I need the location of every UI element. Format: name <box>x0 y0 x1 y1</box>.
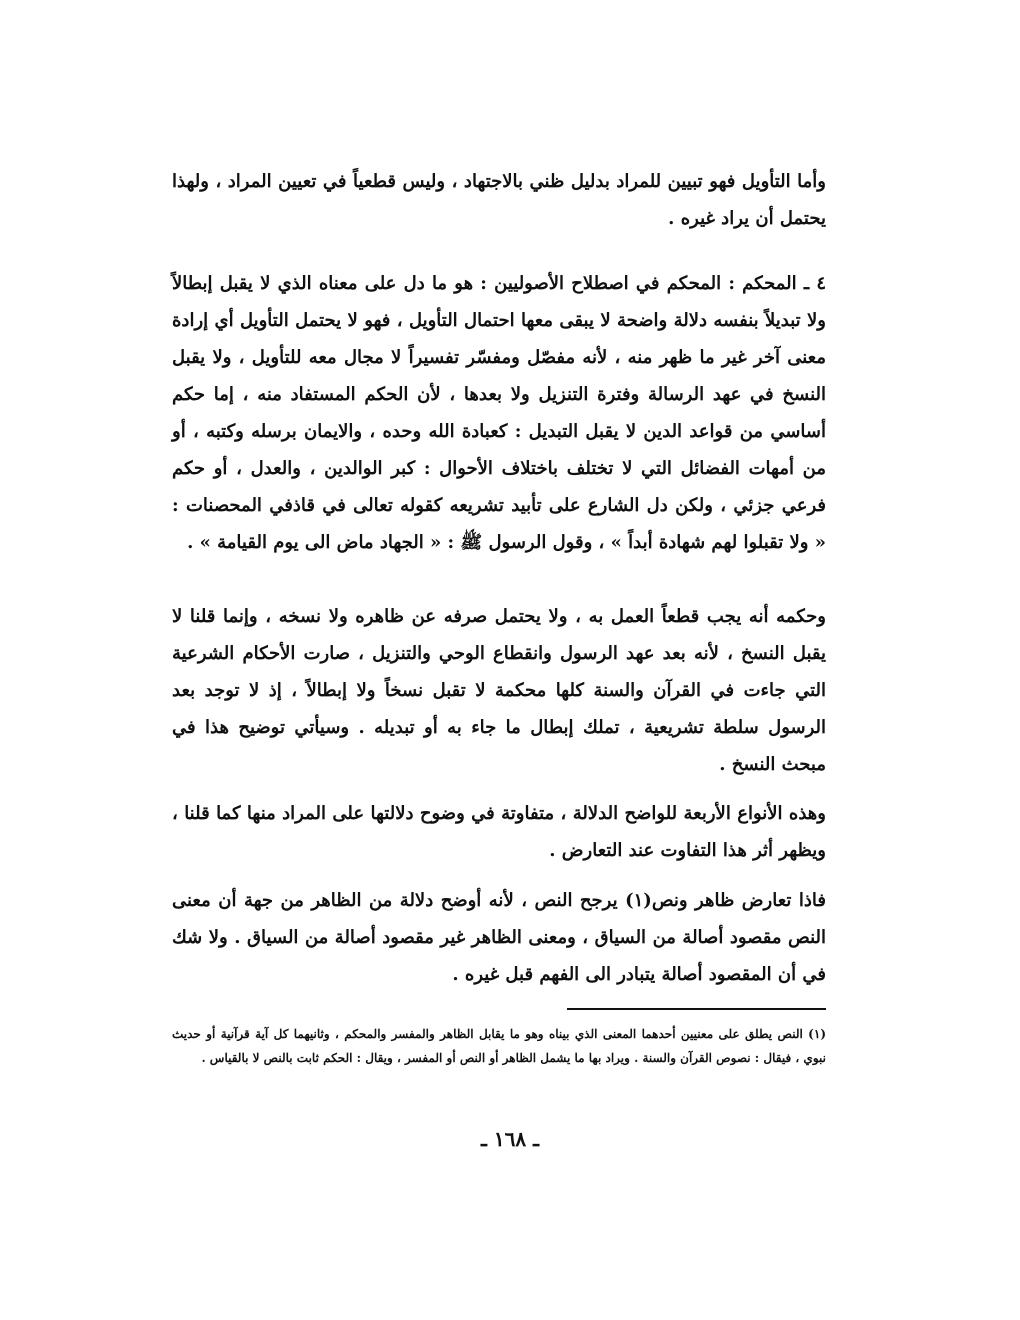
paragraph-muhkam-definition: ٤ ـ المحكم : المحكم في اصطلاح الأصوليين : هو ما دل على معناه الذي لا يقبل إبطالاً ولا تبديلاً بنفسه دلالة واضحة لا يبقى معها احتمال التأويل ، فهو لا يحتمل التأويل أي إرادة معنى آخر غير ما ظهر منه ، لأنه مفصّل ومفسّر تفسيراً لا مجال معه للتأويل ، ولا يقبل النسخ في عهد الرسالة وفترة التنزيل ولا بعدها ، لأن الحكم المستفاد منه ، إما حكم أساسي من قواعد الدين لا يقبل التبديل : كعبادة الله وحده ، والايمان برسله وكتبه ، أو من أمهات الفضائل التي لا تختلف باختلاف الأحوال : كبر الوالدين ، والعدل ، أو حكم فرعي جزئي ، ولكن دل الشارع على تأبيد تشريعه كقوله تعالى في قاذفي المحصنات : « ولا تقبلوا لهم شهادة أبداً » ، وقول الرسول ﷺ : « الجهاد ماض الى يوم القيامة » . <box>172 273 826 553</box>
footnote: (١) النص يطلق على معنيين أحدهما المعنى الذي بيناه وهو ما يقابل الظاهر والمفسر والمحكم ، وثانيهما كل آية قرآنية أو حديث نبوي ، فيقال : نصوص القرآن والسنة . ويراد بها ما يشمل الظاهر أو النص أو المفسر ، ويقال : الحكم ثابت بالنص لا بالقياس . <box>172 1027 826 1065</box>
paragraph-muhkam-ruling: وحكمه أنه يجب قطعاً العمل به ، ولا يحتمل صرفه عن ظاهره ولا نسخه ، وإنما قلنا لا يقبل النسخ ، لأنه بعد عهد الرسول وانقطاع الوحي والتنزيل ، صارت الأحكام الشرعية التي جاءت في القرآن والسنة كلها محكمة لا تقبل نسخاً ولا إبطالاً ، إذ لا توجد بعد الرسول سلطة تشريعية ، تملك إبطال ما جاء به أو تبديله . وسيأتي توضيح هذا في مبحث النسخ . <box>172 606 826 775</box>
paragraph-conflict: فاذا تعارض ظاهر ونص(١) يرجح النص ، لأنه أوضح دلالة من الظاهر من جهة أن معنى النص مقصود أصالة من السياق ، ومعنى الظاهر غير مقصود أصالة من السياق . ولا شك في أن المقصود أصالة يتبادر الى الفهم قبل غيره . <box>172 890 826 985</box>
page-number: ـ ١٦٨ ـ <box>481 1127 539 1151</box>
footnote-divider <box>567 1008 826 1010</box>
paragraph-tawil-definition: وأما التأويل فهو تبيين للمراد بدليل ظني بالاجتهاد ، وليس قطعياً في تعيين المراد ، ولهذا يحتمل أن يراد غيره . <box>172 171 826 229</box>
paragraph-four-types: وهذه الأنواع الأربعة للواضح الدلالة ، متفاوتة في وضوح دلالتها على المراد منها كما قلنا ، ويظهر أثر هذا التفاوت عند التعارض . <box>172 803 826 861</box>
